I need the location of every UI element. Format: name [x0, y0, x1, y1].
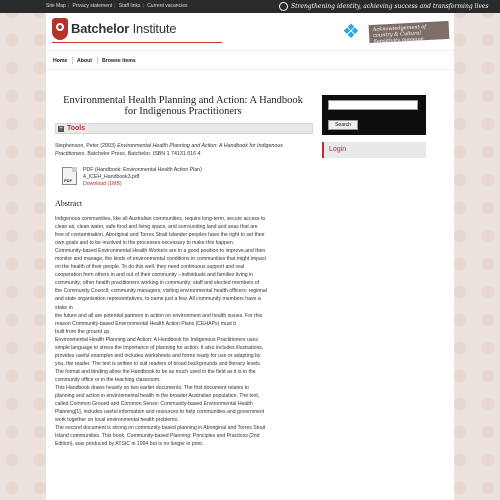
citation: Stephenson, Peter (2003) Environmental Health Planning and Action: A Handbook for Indigenous Practitioners. Batchelor Press, Batchelor. ISBN 1 74131 016 4 — [55, 143, 283, 157]
abstract-heading: Abstract — [55, 199, 83, 208]
search-input[interactable] — [328, 100, 418, 110]
pdf-document-icon[interactable]: PDF — [62, 167, 77, 185]
site-map-link[interactable]: Site Map — [46, 3, 66, 9]
search-button[interactable]: Search — [328, 120, 358, 130]
abstract-line: on the health of their people. To do this well, they need continuous support and real — [55, 264, 245, 271]
abstract-line: The second document is strong on community-based planning in Aboriginal and Torres Strait — [55, 425, 266, 432]
login-link[interactable]: Login — [322, 142, 426, 158]
abstract-line: community office or in the teaching classroom. — [55, 376, 161, 383]
main-content — [46, 70, 454, 500]
abstract-line: built from the ground up. — [55, 328, 111, 335]
page-title: Environmental Health Planning and Action: A Handbook for Indigenous Practitioners — [63, 95, 303, 117]
tools-toggle[interactable] — [55, 123, 313, 134]
abstract-line: free of contamination. Aboriginal and Torres Strait Islander peoples have the right to set their — [55, 232, 265, 239]
nav-divider — [97, 57, 98, 64]
emblem-icon — [279, 2, 288, 11]
document-file-info — [83, 167, 202, 188]
abstract-line: Environmental Health Planning and Action: A Handbook for Indigenous Practitioners uses — [55, 336, 258, 343]
abstract-line: Community-based Environmental Health Workers are in a good position to improve,and then — [55, 248, 266, 255]
abstract-text — [55, 215, 315, 448]
abstract-line: the Community Council; community managers; visiting environmental health officers; regional — [55, 288, 267, 295]
expand-plus-icon: + — [59, 126, 63, 132]
abstract-line: work together on local environmental health problems. — [55, 417, 179, 424]
privacy-statement-link[interactable]: Privacy statement — [72, 3, 113, 9]
abstract-line: and state organisation representatives, to name just a few. All community members have a — [55, 296, 261, 303]
abstract-line: reason Community-based Environmental Health Action Plans (CEHAPs) must b — [55, 320, 237, 327]
abstract-line: The format and binding allow the Handbook to be as much used in the field as it is in the — [55, 368, 256, 375]
tools-label: Tools — [67, 125, 86, 132]
institute-logo-icon[interactable] — [52, 18, 68, 40]
document-filename[interactable]: 4_ICEH_Handbook3.pdf — [83, 174, 140, 180]
abstract-line: Edition), was produced by ATSIC in 1994 but is no longer in print. — [55, 441, 204, 448]
abstract-line: cooperation from others in and out of their community --individuals and families living in — [55, 272, 254, 279]
twitter-bird-icon[interactable]: ❖ — [342, 21, 360, 43]
nav-about[interactable]: About — [77, 58, 92, 64]
institute-logo-text[interactable]: Batchelor Institute — [71, 21, 177, 36]
abstract-line: own goals and to be involved in the processes necessary to make this happen. — [55, 240, 235, 247]
abstract-line: stake in — [55, 304, 73, 311]
abstract-line: monitor and manage, the kinds of environmental conditions in communities that might impact — [55, 256, 266, 263]
search-panel — [322, 95, 426, 135]
utility-links: Site Map | Privacy statement | Staff links | Current vacancies — [46, 3, 188, 9]
site-header — [46, 13, 454, 50]
download-link[interactable]: Download (1MB) — [83, 181, 122, 187]
staff-links-link[interactable]: Staff links — [118, 3, 141, 9]
current-vacancies-link[interactable]: Current vacancies — [147, 3, 188, 9]
abstract-line: simple language to stress the importance of planning for action. It also includes illustrations, — [55, 344, 264, 351]
institute-tagline: Strengthening identity, achieving success and transforming lives — [279, 2, 488, 11]
abstract-line: Planning[1], includes useful information and resources to help communities and government — [55, 409, 265, 416]
abstract-line: Island communities. This book, Community-based Planning: Principles and Practices (2nd — [55, 433, 260, 440]
main-navigation — [46, 50, 454, 70]
abstract-line: This Handbook draws heavily on two earlier documents. The first document relates to — [55, 384, 249, 391]
acknowledgement-banner[interactable]: Acknowledgement of country & Cultural Sensitivity message — [369, 21, 450, 43]
nav-home[interactable]: Home — [53, 58, 68, 64]
abstract-line: you, the reader. The text is written to suit readers of broad backgrounds and literacy levels. — [55, 360, 262, 367]
abstract-line: community; other health practitioners working in community; staff and elected members of — [55, 280, 260, 287]
abstract-line: called Common Ground and Common Sense: Community-based Environmental Health — [55, 401, 253, 408]
abstract-line: provides useful examples and includes worksheets and forms ready for use or adapting by — [55, 352, 261, 359]
document-title: PDF (Handbook: Environmental Health Action Plan) — [83, 167, 202, 173]
abstract-line: Indigenous communities, like all Australian communities, require long-term, secure access to — [55, 216, 266, 222]
nav-divider — [72, 57, 73, 64]
nav-browse-items[interactable]: Browse items — [102, 58, 136, 64]
top-utility-bar — [0, 0, 500, 13]
abstract-line: the future and all are potential partners in action on environment and health issues. For this — [55, 312, 263, 319]
logo-underline — [52, 42, 222, 43]
abstract-line: clean air, clean water, safe food and living space, and surrounding land and seas that are — [55, 224, 258, 231]
abstract-line: planning and action in environmental health in the broader Australian population. The text, — [55, 393, 260, 400]
